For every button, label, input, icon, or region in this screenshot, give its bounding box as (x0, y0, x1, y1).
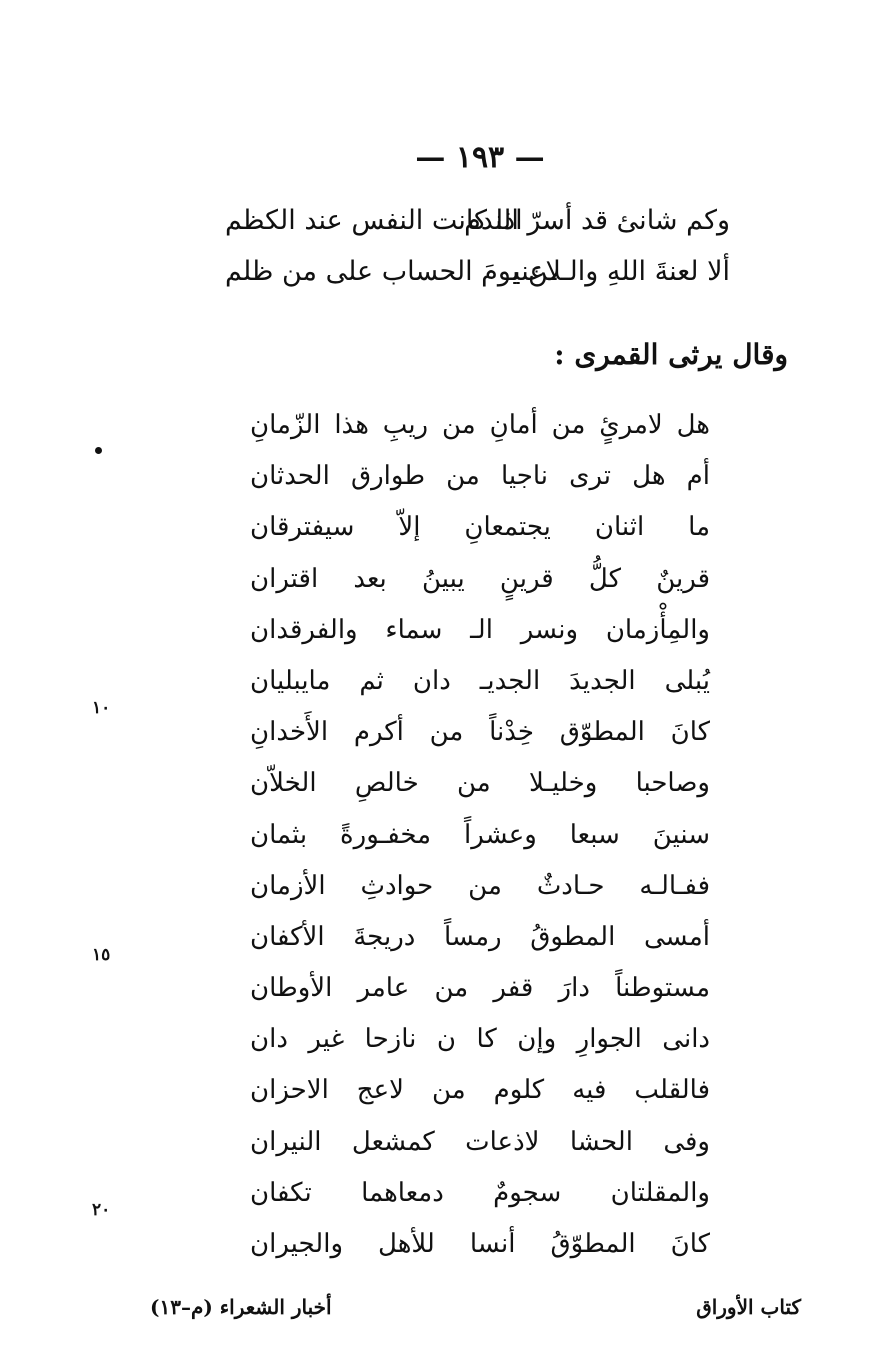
verse-line (225, 256, 730, 302)
poem-line: كانَ المطوّقُ أنسا للأهل والجيران (250, 1229, 710, 1259)
footer-signature: أخبار الشعراء (م–١٣) (150, 1295, 332, 1319)
verse-line (225, 205, 730, 251)
poem-line: ففـالـه حـادثٌ من حوادثِ الأزمان (250, 870, 710, 901)
poem-line: والمِأْزمان ونسر الـ سماء والفرقدان (250, 614, 710, 645)
poem-line: دانى الجوارِ وإن كا ن نازحا غير دان (250, 1024, 710, 1055)
poem-line: هل لامرئٍ من أمانِ من ريبِ هذا الزّمانِ (250, 410, 710, 440)
first-hemistich: ألا لعنةَ اللهِ والـلاعنيـ (505, 256, 730, 287)
poem-line: مستوطناً دارَ قفر من عامر الأوطان (250, 973, 710, 1004)
margin-dot-mark (95, 447, 102, 454)
poem-line: قرينٌ كلُّ قرينٍ يبينُ بعد اقتران (250, 563, 710, 594)
elegy-poem (250, 402, 710, 1272)
second-hemistich: ـنَ يومَ الحساب على من ظلم (225, 256, 557, 287)
margin-line-number: ١٠ (92, 698, 111, 718)
poem-line: فالقلب فيه كلوم من لاعج الاحزان (250, 1075, 710, 1106)
margin-line-number: ١٥ (92, 945, 111, 965)
margin-line-number: ٢٠ (92, 1200, 111, 1220)
poem-line: والمقلتان سجومٌ دمعاهما تكفان (250, 1177, 710, 1208)
page-number: — ١٩٣ — (415, 140, 545, 175)
first-hemistich: وكم شانئ قد أسرّ الندم (464, 205, 730, 236)
poem-intro-heading: وقال يرثى القمرى : (554, 338, 788, 371)
poem-line: كانَ المطوّق خِدْناً من أكرم الأَخدانِ (250, 717, 710, 748)
poem-line: سنينَ سبعا وعشراً مخفـورةً بثمان (250, 819, 710, 850)
poem-line: يُبلى الجديدَ الجديـ دان ثم مايبليان (250, 665, 710, 696)
poem-line: وفى الحشا لاذعات كمشعل النيران (250, 1126, 710, 1157)
poem-line: أمسى المطوقُ رمساً دريجةَ الأكفان (250, 921, 710, 952)
poem-line: وصاحبا وخليـلا من خالصِ الخلاّن (250, 768, 710, 799)
poem-line: ما اثنان يجتمعانِ إلاّ سيفترقان (250, 512, 710, 543)
poem-line: أم هل ترى ناجيا من طوارق الحدثان (250, 461, 710, 492)
footer-book-title: كتاب الأوراق (696, 1295, 801, 1319)
second-hemistich: اذا كانت النفس عند الكظم (225, 205, 523, 236)
